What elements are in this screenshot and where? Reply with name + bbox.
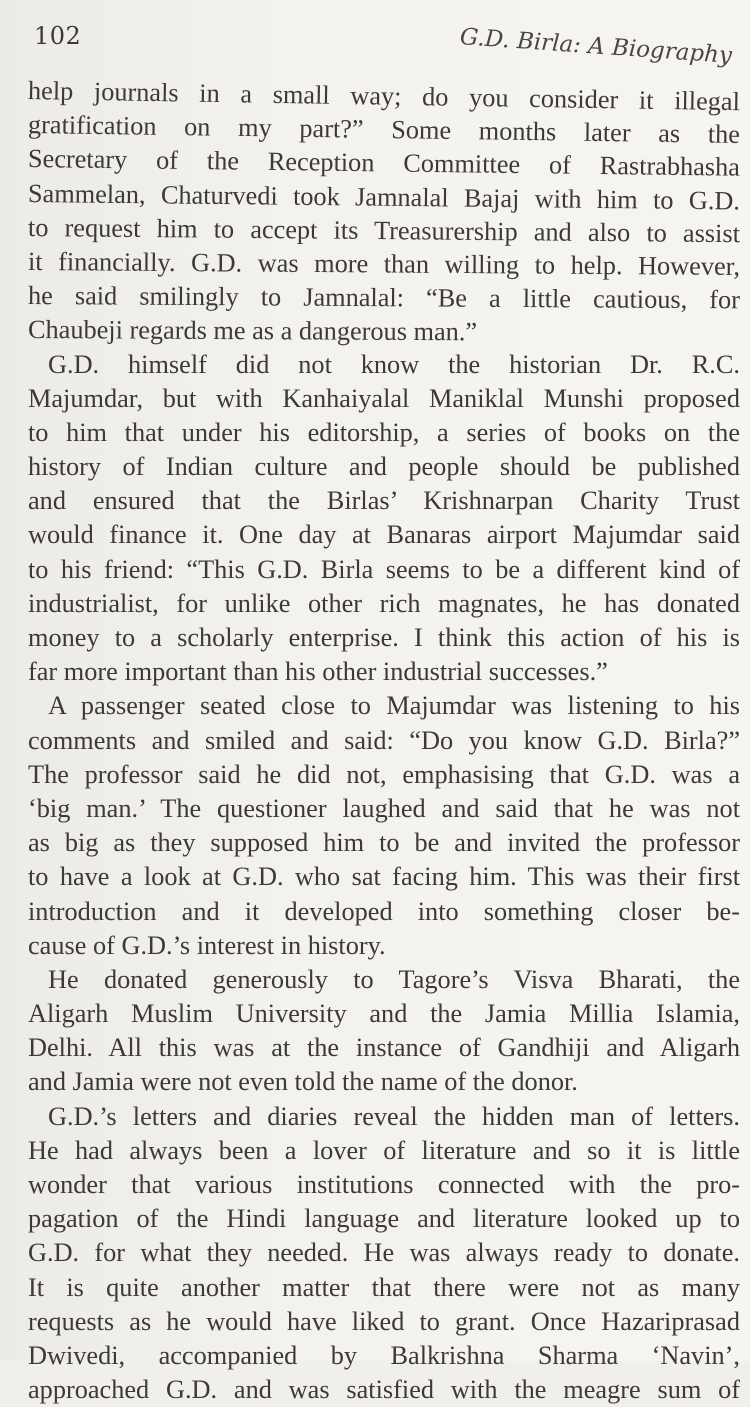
text-line: to his friend: “This G.D. Birla seems to be a different kind of xyxy=(28,554,740,584)
text-line: gratification on my part?” Some months later as the xyxy=(27,110,741,150)
text-line: history of Indian culture and people should be published xyxy=(28,452,740,482)
text-line: It is quite another matter that there were not as many xyxy=(28,1272,740,1302)
page-header xyxy=(34,22,733,69)
text-line: and ensured that the Birlas’ Krishnarpan Charity Trust xyxy=(28,486,740,516)
text-line: to have a look at G.D. who sat facing him. This was their first xyxy=(28,862,740,892)
paragraph-start-line: G.D. himself did not know the historian Dr. R.C. xyxy=(48,349,740,379)
text-line: introduction and it developed into something closer be- xyxy=(28,896,740,926)
text-line: Dwivedi, accompanied by Balkrishna Sharma ‘Navin’, xyxy=(28,1340,740,1370)
page-number: 102 xyxy=(34,22,82,50)
text-line: industrialist, for unlike other rich magnates, he has donated xyxy=(28,588,740,618)
text-line: help journals in a small way; do you consider it illegal xyxy=(27,76,741,117)
text-line: approached G.D. and was satisfied with the meagre sum of xyxy=(28,1375,740,1405)
text-line: Delhi. All this was at the instance of Gandhiji and Aligarh xyxy=(28,1033,740,1063)
running-head: G.D. Birla: A Biography xyxy=(458,24,733,69)
text-line: The professor said he did not, emphasising that G.D. was a xyxy=(28,759,740,789)
text-line: comments and smiled and said: “Do you know G.D. Birla?” xyxy=(28,725,740,755)
text-line: Chaubeji regards me as a dangerous man.” xyxy=(27,315,478,347)
text-line: G.D. for what they needed. He was always ready to donate. xyxy=(28,1238,740,1268)
text-line: Aligarh Muslim University and the Jamia Millia Islamia, xyxy=(28,999,740,1029)
text-line: to request him to accept its Treasurership and also to assist xyxy=(27,212,741,248)
body-text xyxy=(28,74,740,1407)
text-line: requests as he would have liked to grant. Once Hazariprasad xyxy=(28,1306,740,1336)
text-line: Majumdar, but with Kanhaiyalal Maniklal Munshi proposed xyxy=(28,383,740,413)
text-line: cause of G.D.’s interest in history. xyxy=(28,930,386,960)
paragraph-start-line: He donated generously to Tagore’s Visva Bharati, the xyxy=(48,964,740,994)
text-line: and Jamia were not even told the name of the donor. xyxy=(28,1067,578,1097)
text-line: would finance it. One day at Banaras airport Majumdar said xyxy=(28,520,740,550)
text-line: He had always been a lover of literature and so it is little xyxy=(28,1135,740,1165)
text-line: Secretary of the Reception Committee of Rastrabhasha xyxy=(27,144,741,183)
paragraph-start-line: G.D.’s letters and diaries reveal the hidden man of letters. xyxy=(48,1101,740,1131)
text-line: Sammelan, Chaturvedi took Jamnalal Bajaj with him to G.D. xyxy=(27,178,741,216)
text-line: wonder that various institutions connected with the pro- xyxy=(28,1170,740,1199)
text-line: ‘big man.’ The questioner laughed and said that he was not xyxy=(28,793,740,823)
text-line: as big as they supposed him to be and invited the professor xyxy=(28,828,740,858)
text-line: he said smilingly to Jamnalal: “Be a little cautious, for xyxy=(27,281,741,315)
text-line: pagation of the Hindi language and literature looked up to xyxy=(28,1204,740,1234)
paragraph-start-line: A passenger seated close to Majumdar was listening to his xyxy=(48,691,740,721)
text-line: it financially. G.D. was more than willing to help. However, xyxy=(27,246,741,281)
text-line: to him that under his editorship, a series of books on the xyxy=(28,417,740,447)
text-line: money to a scholarly enterprise. I think this action of his is xyxy=(28,623,740,652)
text-line: far more important than his other industrial successes.” xyxy=(28,657,608,687)
